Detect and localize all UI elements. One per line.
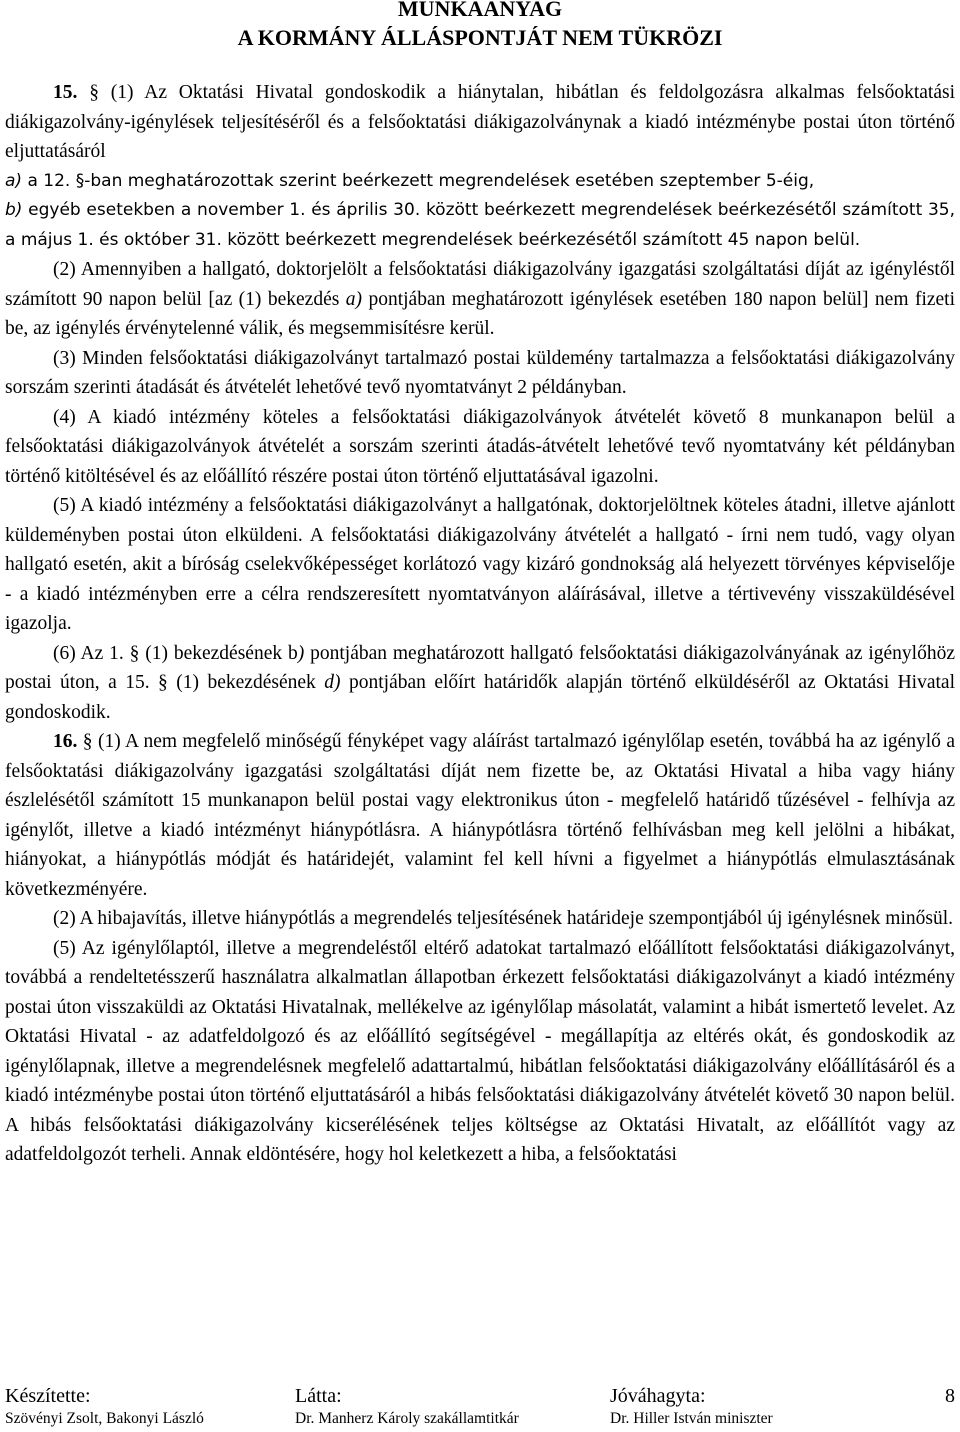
paragraph-text: pontjában meghatározott igénylések esetében 180 napon belül] nem fizeti be, az igénylés érvénytelenné válik, és megsemmisítésre kerül. bbox=[5, 288, 956, 339]
point-label: a) bbox=[5, 170, 23, 191]
approved-name: Dr. Hiller István miniszter bbox=[610, 1410, 773, 1427]
footer-seen-by bbox=[295, 1384, 519, 1430]
section-15-paragraph-1 bbox=[5, 78, 955, 167]
document-body bbox=[5, 78, 955, 1170]
point-text: a 12. §-ban meghatározottak szerint beérkezett megrendelések esetében szeptember 5-éig, bbox=[27, 170, 815, 191]
section-16-paragraph-2: (2) A hibajavítás, illetve hiánypótlás a megrendelés teljesítésének határideje szempontjából új igénylésnek minősül. bbox=[53, 908, 953, 929]
section-16-paragraph-5: (5) Az igénylőlaptól, illetve a megrendeléstől eltérő adatokat tartalmazó előállított felsőoktatási diákigazolványt, továbbá a rendeltetésszerű használatra alkalmatlan állapotban érkezett felsőoktatási diákigazolványt a kiadó intézmény postai úton visszaküldi az Oktatási Hivatalnak, mellékelve az igénylőlap másolatát, valamint a hibát ismertető levelet. Az Oktatási Hivatal - az adatfeldolgozó és az előállító segítségével - megállapítja az eltérés okát, és gondoskodik az igénylőlapnak, illetve a megrendelésnek megfelelő adattartalmú, hibátlan felsőoktatási diákigazolvány előállításáról és a kiadó intézménybe postai úton történő eljuttatásáról a hibás felsőoktatási diákigazolvány átvételét követő 30 napon belül. A hibás felsőoktatási diákigazolvány kicserélésének teljes költségse az Oktatási Hivatalt, az előállítót vagy az adatfeldolgozót terheli. Annak eldöntésére, hogy hol keletkezett a hiba, a felsőoktatási bbox=[5, 937, 955, 1165]
draft-watermark-line: MUNKAANYAG bbox=[397, 0, 563, 21]
section-15-point-b bbox=[5, 196, 955, 255]
paragraph-text: pontjában előírt határidők alapján történő elküldéséről az Oktatási Hivatal gondoskodik. bbox=[5, 672, 956, 723]
point-label: b) bbox=[5, 200, 23, 220]
prepared-names: Szövényi Zsolt, Bakonyi László bbox=[5, 1410, 204, 1427]
section-number: 16. bbox=[53, 731, 78, 752]
point-reference: d) bbox=[324, 672, 341, 693]
paragraph-text: (6) Az 1. § (1) bekezdésének b bbox=[53, 642, 298, 664]
section-15-point-a bbox=[5, 167, 955, 197]
approved-label: Jóváhagyta: bbox=[610, 1385, 706, 1407]
paragraph-text: (2) Amennyiben a hallgató, doktorjelölt a felsőoktatási diákigazolvány igazgatási szolgáltatási díját az igényléstől számított 90 napon belül [az (1) bekezdés bbox=[5, 259, 955, 310]
point-reference: ) bbox=[297, 642, 305, 664]
seen-name: Dr. Manherz Károly szakállamtitkár bbox=[295, 1410, 519, 1427]
page-footer bbox=[5, 1384, 955, 1432]
page-header bbox=[0, 0, 960, 52]
page-number: 8 bbox=[945, 1385, 955, 1407]
section-15-paragraph-3: (3) Minden felsőoktatási diákigazolványt tartalmazó postai küldemény tartalmazza a felsőoktatási diákigazolvány sorszám szerinti átadását és átvételét lehetővé tevő nyomtatványt 2 példányban. bbox=[5, 347, 955, 398]
section-15-paragraph-4: (4) A kiadó intézmény köteles a felsőoktatási diákigazolványok átvételét követő 8 munkanapon belül a felsőoktatási diákigazolványok átvételét a sorszám szerinti átadás-átvételt lehetővé tevő nyomtatvány két példányban történő kitöltésével és az előállító részére postai úton történő eljuttatásával igazolni. bbox=[5, 406, 955, 487]
section-15-paragraph-6 bbox=[5, 639, 955, 728]
section-number: 15. bbox=[53, 82, 78, 103]
paragraph-text: pontjában meghatározott hallgató felsőoktatási diákigazolványának az igénylőhöz postai úton, a 15. § (1) bekezdésének bbox=[5, 642, 955, 693]
disclaimer-line: A KORMÁNY ÁLLÁSPONTJÁT NEM TÜKRÖZI bbox=[237, 25, 723, 50]
paragraph-text: § (1) A nem megfelelő minőségű fényképet vagy aláírást tartalmazó igénylőlap esetén, továbbá ha az igénylő a felsőoktatási diákigazolvány igazgatási szolgáltatási díját nem fizette be, az Oktatási Hivatal a hiba vagy hiány észlelésétől számított 15 munkanapon belül postai vagy elektronikus úton - megfelelő határidő tűzésével - felhívja az igénylőt, illetve a kiadó intézményt hiánypótlásra. A hiánypótlásra történő felhívásban meg kell jelölni a hibákat, hiányokat, a hiánypótlás módját és határidejét, valamint fel kell hívni a figyelmet a hiánypótlás elmulasztásának következményére. bbox=[5, 731, 956, 900]
point-reference: a) bbox=[345, 288, 363, 310]
footer-prepared-by bbox=[5, 1384, 204, 1430]
section-16-paragraph-1 bbox=[5, 727, 955, 904]
section-15-paragraph-2 bbox=[5, 255, 955, 344]
section-15-paragraph-5: (5) A kiadó intézmény a felsőoktatási diákigazolványt a hallgatónak, doktorjelöltnek köteles átadni, illetve ajánlott küldeményben postai úton elküldeni. A felsőoktatási diákigazolvány átvételét a hallgató - írni nem tudó, vagy olyan hallgató esetén, akit a bíróság cselekvőképességet korlátozó vagy kizáró gondnokság alá helyezett törvényes képviselője - a kiadó intézményben erre a célra rendszeresített nyomtatványon aláírásával, illetve a tértivevény visszaküldésével igazolja. bbox=[5, 495, 955, 634]
seen-label: Látta: bbox=[295, 1385, 342, 1407]
point-text: egyéb esetekben a november 1. és április 30. között beérkezett megrendelések beérkezésétől számított 35, a május 1. és október 31. között beérkezett megrendelések beérkezésétől számított 45 napon belül. bbox=[5, 200, 955, 250]
paragraph-text: § (1) Az Oktatási Hivatal gondoskodik a hiánytalan, hibátlan és feldolgozásra alkalmas felsőoktatási diákigazolvány-igénylések teljesítéséről és a felsőoktatási diákigazolványnak a kiadó intézménybe postai úton történő eljuttatásáról bbox=[5, 82, 955, 162]
prepared-label: Készítette: bbox=[5, 1385, 91, 1407]
footer-approved-by bbox=[610, 1384, 773, 1430]
